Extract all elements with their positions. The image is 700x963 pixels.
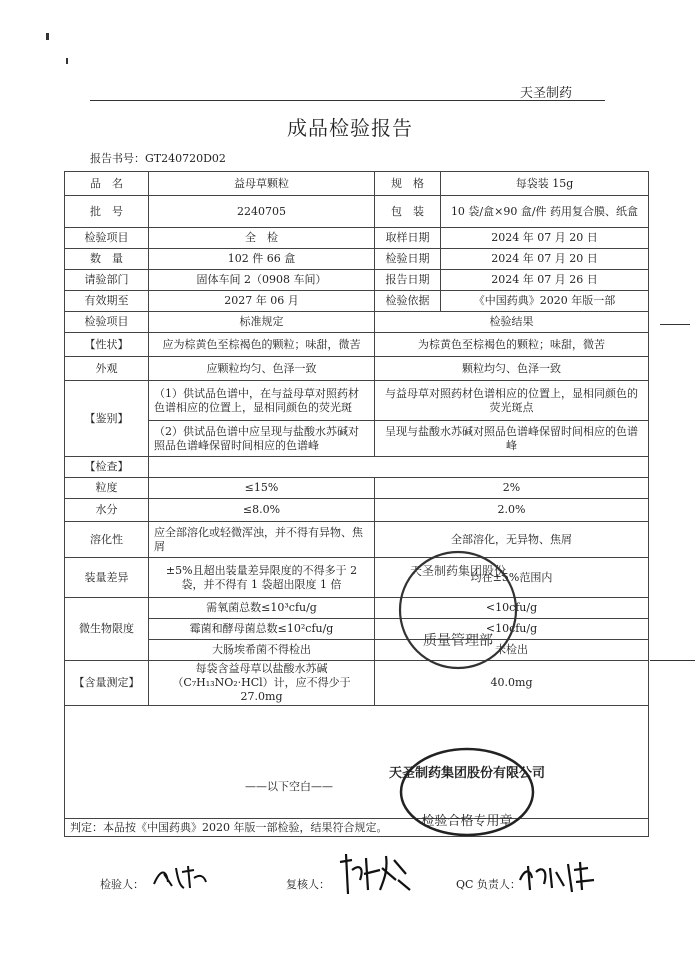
inspector-signature — [150, 860, 210, 894]
check-row — [65, 478, 649, 499]
blank-area — [65, 706, 649, 819]
reviewer-signature — [336, 850, 416, 898]
identify-row-2 — [65, 421, 649, 457]
company-name: 天圣制药 — [519, 86, 572, 101]
assay-row — [65, 661, 649, 706]
info-label: 检验日期 — [375, 249, 441, 270]
svg-text:天圣制药集团股份有限公司: 天圣制药集团股份有限公司 — [388, 766, 546, 781]
check-item: 溶化性 — [65, 522, 149, 558]
margin-line — [660, 324, 690, 325]
info-row — [65, 228, 649, 249]
info-row — [65, 249, 649, 270]
assay-standard: 每袋含益母草以盐酸水苏碱（C₇H₁₃NO₂·HCl）计，应不得少于 27.0mg — [149, 661, 375, 706]
scan-speck — [46, 33, 49, 40]
info-label: 数 量 — [65, 249, 149, 270]
check-result: 全部溶化，无异物、焦屑 — [375, 522, 649, 558]
info-value: 每袋装 15g — [441, 172, 649, 196]
result-standard: 应颗粒均匀、色泽一致 — [149, 357, 375, 381]
header-rule — [90, 100, 605, 101]
qc-signature — [516, 856, 600, 896]
blank-note: ——以下空白—— — [65, 706, 649, 819]
inspector-label: 检验人： — [100, 878, 144, 891]
scan-speck — [66, 58, 68, 64]
identify-result-1: 与益母草对照药材色谱相应的位置上，显相同颜色的荧光斑点 — [375, 381, 649, 421]
result-row — [65, 357, 649, 381]
svg-text:天圣制药集团股份: 天圣制药集团股份 — [409, 564, 507, 578]
micro-result: 未检出 — [375, 640, 649, 661]
micro-item: 微生物限度 — [65, 598, 149, 661]
info-label: 报告日期 — [375, 270, 441, 291]
micro-row — [65, 598, 649, 619]
info-label: 包 装 — [375, 196, 441, 228]
info-value: 益母草颗粒 — [149, 172, 375, 196]
micro-result: <10cfu/g — [375, 619, 649, 640]
inspection-table — [64, 171, 649, 837]
micro-result: <10cfu/g — [375, 598, 649, 619]
info-value: 2024 年 07 月 20 日 — [441, 228, 649, 249]
check-result: 2% — [375, 478, 649, 499]
exam-blank — [149, 457, 649, 478]
inspection-approval-seal — [388, 745, 546, 840]
results-header — [65, 312, 649, 333]
info-value: 《中国药典》2020 年版一部 — [441, 291, 649, 312]
svg-text:检验合格专用章: 检验合格专用章 — [421, 814, 513, 829]
column-std-header: 标准规定 — [149, 312, 375, 333]
check-result: 2.0% — [375, 499, 649, 522]
assay-item: 【含量测定】 — [65, 661, 149, 706]
info-value: 2024 年 07 月 26 日 — [441, 270, 649, 291]
check-item: 粒度 — [65, 478, 149, 499]
result-item: 外观 — [65, 357, 149, 381]
result-value: 为棕黄色至棕褐色的颗粒；味甜，微苦 — [375, 333, 649, 357]
info-row — [65, 291, 649, 312]
verdict-row — [65, 819, 649, 837]
identify-standard-1: （1）供试品色谱中，在与益母草对照药材色谱相应的位置上，显相同颜色的荧光斑 — [149, 381, 375, 421]
micro-row — [65, 640, 649, 661]
result-item: 【性状】 — [65, 333, 149, 357]
info-label: 品 名 — [65, 172, 149, 196]
check-row — [65, 522, 649, 558]
check-result: 均在±5%范围内 — [375, 558, 649, 598]
check-item: 水分 — [65, 499, 149, 522]
check-item: 装量差异 — [65, 558, 149, 598]
info-value: 全 检 — [149, 228, 375, 249]
report-number: 报告书号：GT240720D02 — [90, 152, 226, 165]
reviewer-label: 复核人： — [286, 878, 330, 891]
info-value: 2240705 — [149, 196, 375, 228]
info-value: 2027 年 06 月 — [149, 291, 375, 312]
document-title: 成品检验报告 — [287, 116, 413, 140]
info-value: 2024 年 07 月 20 日 — [441, 249, 649, 270]
micro-standard: 需氧菌总数≤10³cfu/g — [149, 598, 375, 619]
identify-item: 【鉴别】 — [65, 381, 149, 457]
check-standard: ≤8.0% — [149, 499, 375, 522]
column-result-header: 检验结果 — [375, 312, 649, 333]
micro-standard: 霉菌和酵母菌总数≤10²cfu/g — [149, 619, 375, 640]
info-label: 批 号 — [65, 196, 149, 228]
result-standard: 应为棕黄色至棕褐色的颗粒；味甜，微苦 — [149, 333, 375, 357]
margin-line — [650, 660, 695, 661]
info-label: 检验项目 — [65, 228, 149, 249]
identify-result-2: 呈现与盐酸水苏碱对照品色谱峰保留时间相应的色谱峰 — [375, 421, 649, 457]
verdict-text: 判定：本品按《中国药典》2020 年版一部检验，结果符合规定。 — [65, 819, 649, 837]
identify-standard-2: （2）供试品色谱中应呈现与盐酸水苏碱对照品色谱峰保留时间相应的色谱峰 — [149, 421, 375, 457]
info-label: 请验部门 — [65, 270, 149, 291]
micro-row — [65, 619, 649, 640]
column-item-header: 检验项目 — [65, 312, 149, 333]
result-row — [65, 333, 649, 357]
check-row — [65, 499, 649, 522]
exam-label: 【检查】 — [65, 457, 149, 478]
info-row — [65, 172, 649, 196]
qc-department-seal — [393, 545, 523, 675]
check-standard: 应全部溶化或轻微浑浊，并不得有异物、焦屑 — [149, 522, 375, 558]
result-value: 颗粒均匀、色泽一致 — [375, 357, 649, 381]
check-standard: ≤15% — [149, 478, 375, 499]
svg-text:质量管理部: 质量管理部 — [423, 633, 493, 649]
qc-label: QC 负责人： — [456, 878, 521, 891]
identify-row-1 — [65, 381, 649, 421]
info-value: 102 件 66 盒 — [149, 249, 375, 270]
check-standard: ±5%且超出装量差异限度的不得多于 2 袋，并不得有 1 袋超出限度 1 倍 — [149, 558, 375, 598]
info-label: 规 格 — [375, 172, 441, 196]
assay-result: 40.0mg — [375, 661, 649, 706]
info-value: 固体车间 2（0908 车间） — [149, 270, 375, 291]
micro-standard: 大肠埃希菌不得检出 — [149, 640, 375, 661]
exam-section-row — [65, 457, 649, 478]
info-label: 有效期至 — [65, 291, 149, 312]
info-row — [65, 270, 649, 291]
info-value: 10 袋/盒×90 盒/件 药用复合膜、纸盒 — [441, 196, 649, 228]
info-label: 检验依据 — [375, 291, 441, 312]
info-row — [65, 196, 649, 228]
check-row — [65, 558, 649, 598]
info-label: 取样日期 — [375, 228, 441, 249]
